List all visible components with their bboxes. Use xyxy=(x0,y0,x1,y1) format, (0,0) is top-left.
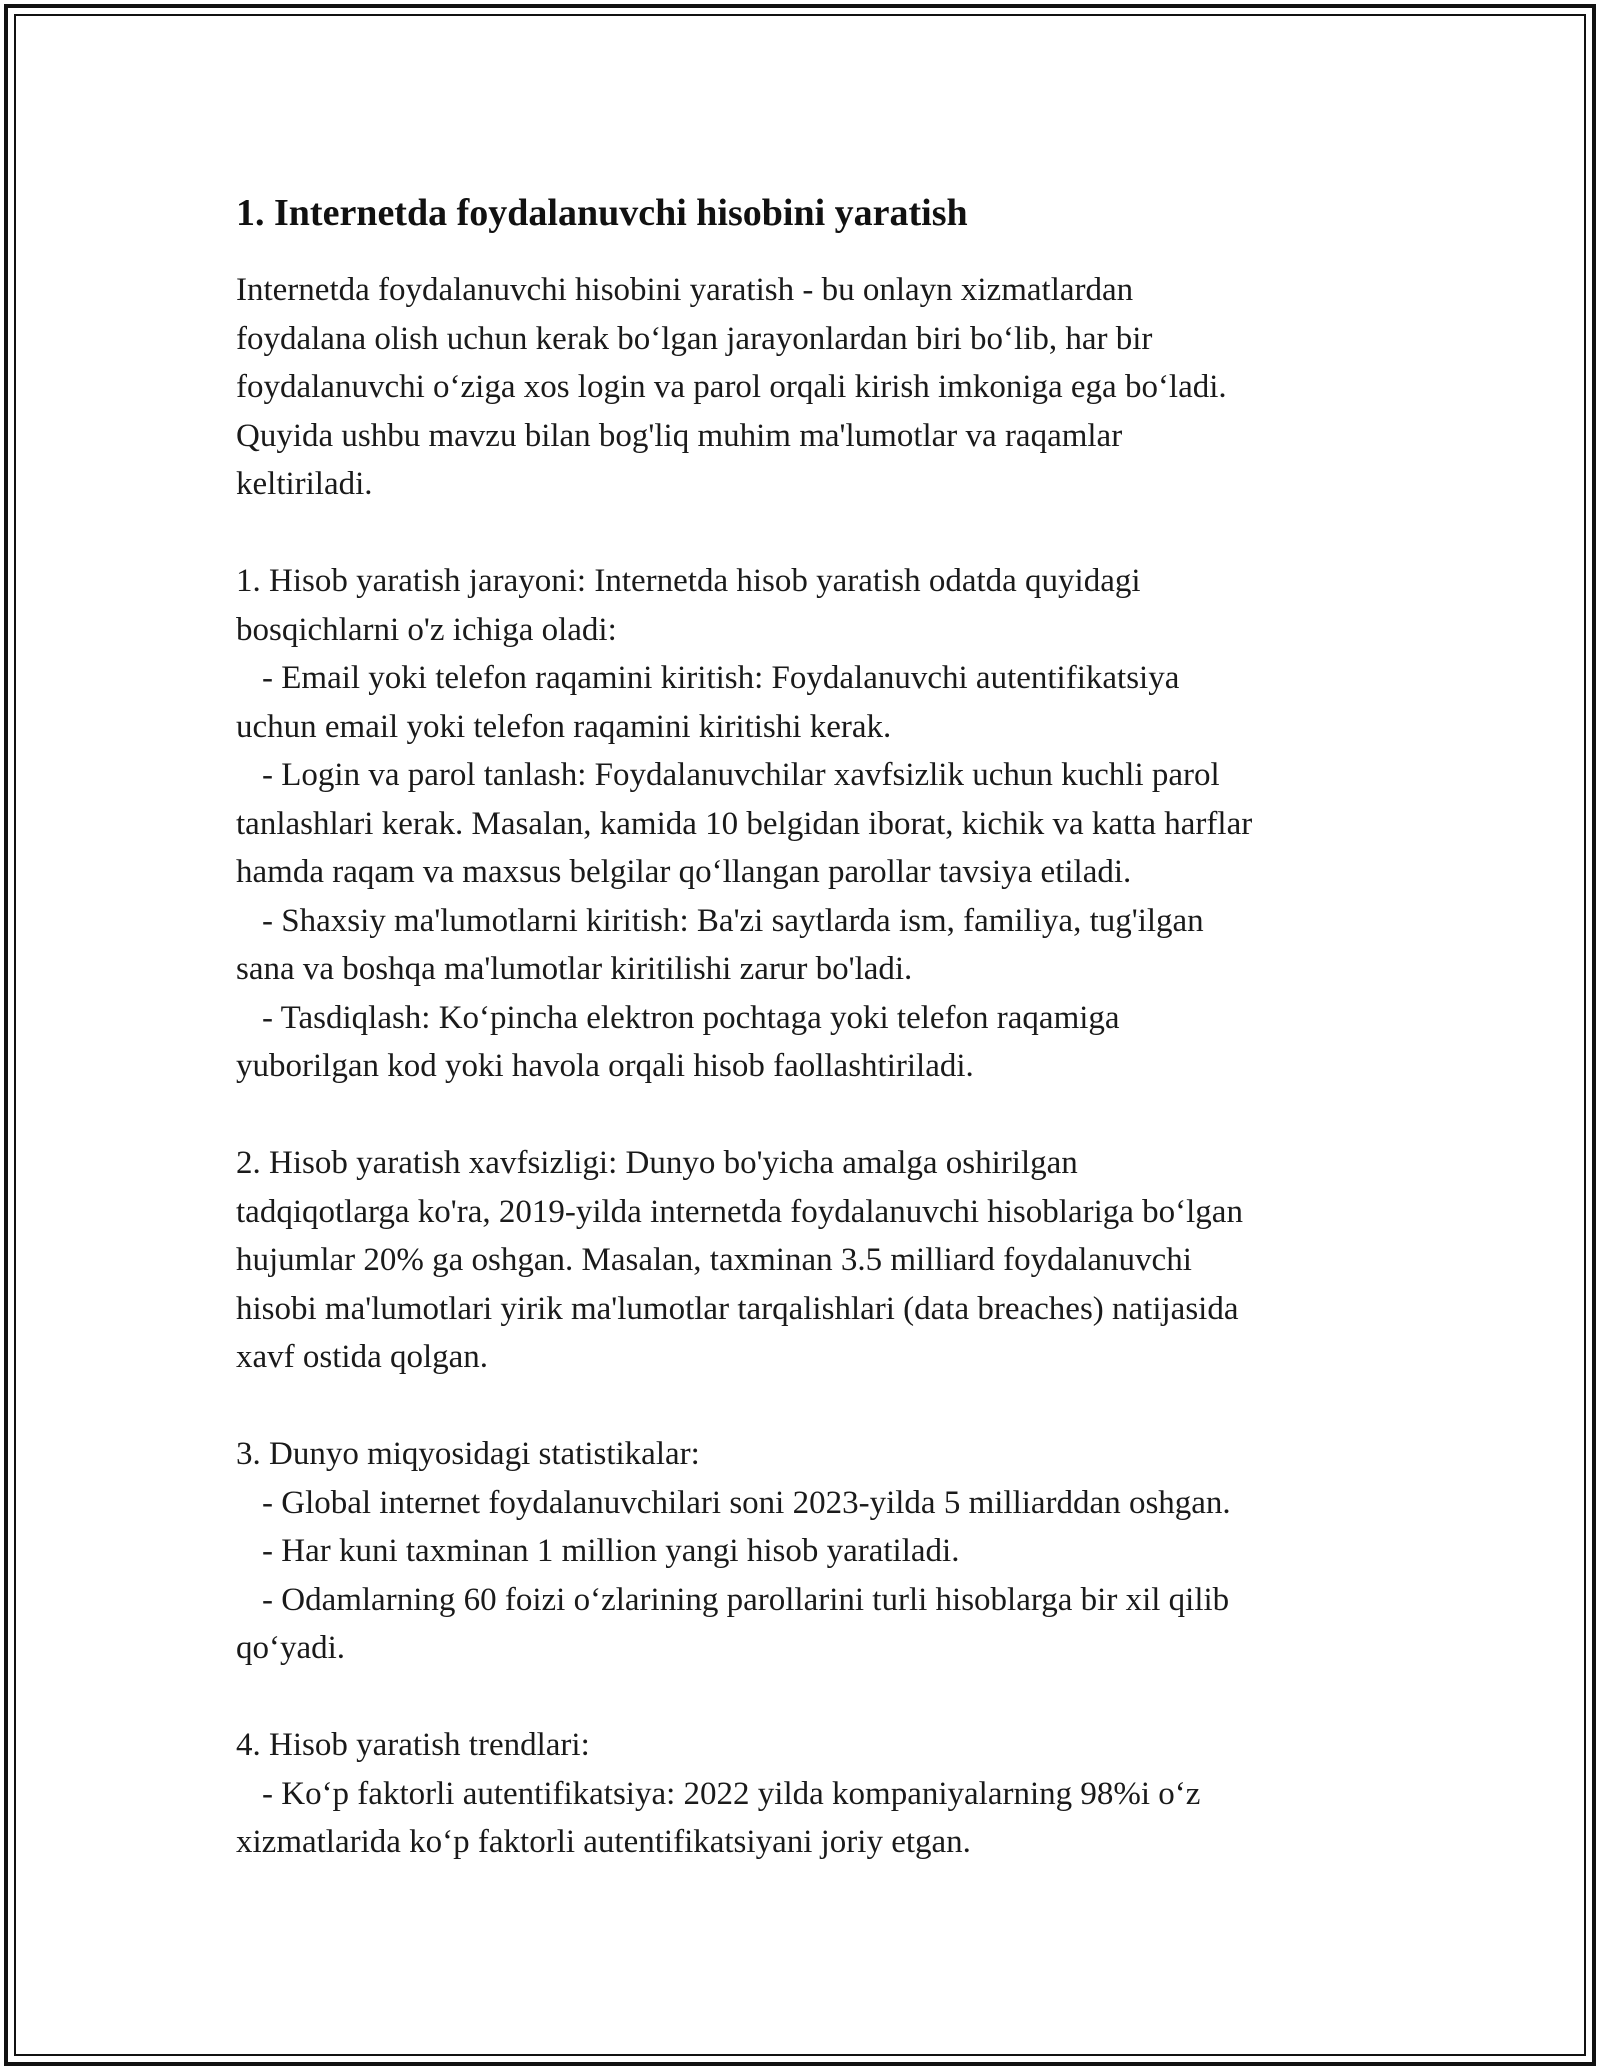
text-line: hisobi ma'lumotlari yirik ma'lumotlar tarqalishlari (data breaches) natijasida xyxy=(236,1290,1239,1327)
list-item-line: - Tasdiqlash: Ko‘pincha elektron pochtaga yoki telefon raqamiga xyxy=(262,999,1120,1036)
text-line: tanlashlari kerak. Masalan, kamida 10 belgidan iborat, kichik va katta harflar xyxy=(236,805,1253,842)
text-line: keltiriladi. xyxy=(236,466,373,502)
text-line: xavf ostida qolgan. xyxy=(236,1339,489,1375)
list-item-line: - Ko‘p faktorli autentifikatsiya: 2022 yilda kompaniyalarning 98%i o‘z xyxy=(262,1775,1201,1812)
document-body xyxy=(236,186,1376,1867)
list-item-line: - Global internet foydalanuvchilari soni 2023-yilda 5 milliarddan oshgan. xyxy=(262,1484,1231,1521)
list-item-line: - Shaxsiy ma'lumotlarni kiritish: Ba'zi saytlarda ism, familiya, tug'ilgan xyxy=(262,902,1204,939)
list-item-line: - Login va parol tanlash: Foydalanuvchilar xavfsizlik uchun kuchli parol xyxy=(262,757,1220,793)
paragraph-gap xyxy=(236,1673,1376,1722)
text-line: yuborilgan kod yoki havola orqali hisob faollashtiriladi. xyxy=(236,1048,974,1084)
section-title-line: 4. Hisob yaratish trendlari: xyxy=(236,1727,590,1763)
text-line: qo‘yadi. xyxy=(236,1630,346,1666)
section-title-line: 2. Hisob yaratish xavfsizligi: Dunyo bo'yicha amalga oshirilgan xyxy=(236,1145,1078,1181)
list-item-line: - Har kuni taxminan 1 million yangi hisob yaratiladi. xyxy=(262,1533,960,1569)
section-account-process xyxy=(236,557,1376,1091)
intro-paragraph xyxy=(236,266,1376,509)
text-line: hamda raqam va maxsus belgilar qo‘llangan parollar tavsiya etiladi. xyxy=(236,854,1132,890)
text-line: hujumlar 20% ga oshgan. Masalan, taxminan 3.5 milliard foydalanuvchi xyxy=(236,1242,1192,1278)
text-line: tadqiqotlarga ko'ra, 2019-yilda internetda foydalanuvchi hisoblariga bo‘lgan xyxy=(236,1193,1243,1230)
text-line: sana va boshqa ma'lumotlar kiritilishi zarur bo'ladi. xyxy=(236,951,913,987)
paragraph-gap xyxy=(236,1091,1376,1140)
section-title-line: 1. Hisob yaratish jarayoni: Internetda hisob yaratish odatda quyidagi xyxy=(236,563,1141,599)
list-item-line: - Email yoki telefon raqamini kiritish: Foydalanuvchi autentifikatsiya xyxy=(262,660,1180,696)
text-line: xizmatlarida ko‘p faktorli autentifikatsiyani joriy etgan. xyxy=(236,1824,971,1860)
paragraph-gap xyxy=(236,509,1376,558)
text-line: foydalana olish uchun kerak bo‘lgan jarayonlardan biri bo‘lib, har bir xyxy=(236,320,1153,357)
section-account-security xyxy=(236,1139,1376,1382)
section-account-trends xyxy=(236,1721,1376,1867)
paragraph-gap xyxy=(236,1382,1376,1431)
document-heading: 1. Internetda foydalanuvchi hisobini yaratish xyxy=(236,192,968,234)
text-line: Quyida ushbu mavzu bilan bog'liq muhim ma'lumotlar va raqamlar xyxy=(236,417,1123,454)
text-line: bosqichlarni o'z ichiga oladi: xyxy=(236,611,617,648)
list-item-line: - Odamlarning 60 foizi o‘zlarining parollarini turli hisoblarga bir xil qilib xyxy=(262,1581,1230,1618)
section-global-statistics xyxy=(236,1430,1376,1673)
text-line: Internetda foydalanuvchi hisobini yaratish - bu onlayn xizmatlardan xyxy=(236,272,1134,308)
section-title-line: 3. Dunyo miqyosidagi statistikalar: xyxy=(236,1436,700,1472)
text-line: uchun email yoki telefon raqamini kiritishi kerak. xyxy=(236,708,892,745)
text-line: foydalanuvchi o‘ziga xos login va parol orqali kirish imkoniga ega bo‘ladi. xyxy=(236,369,1227,405)
